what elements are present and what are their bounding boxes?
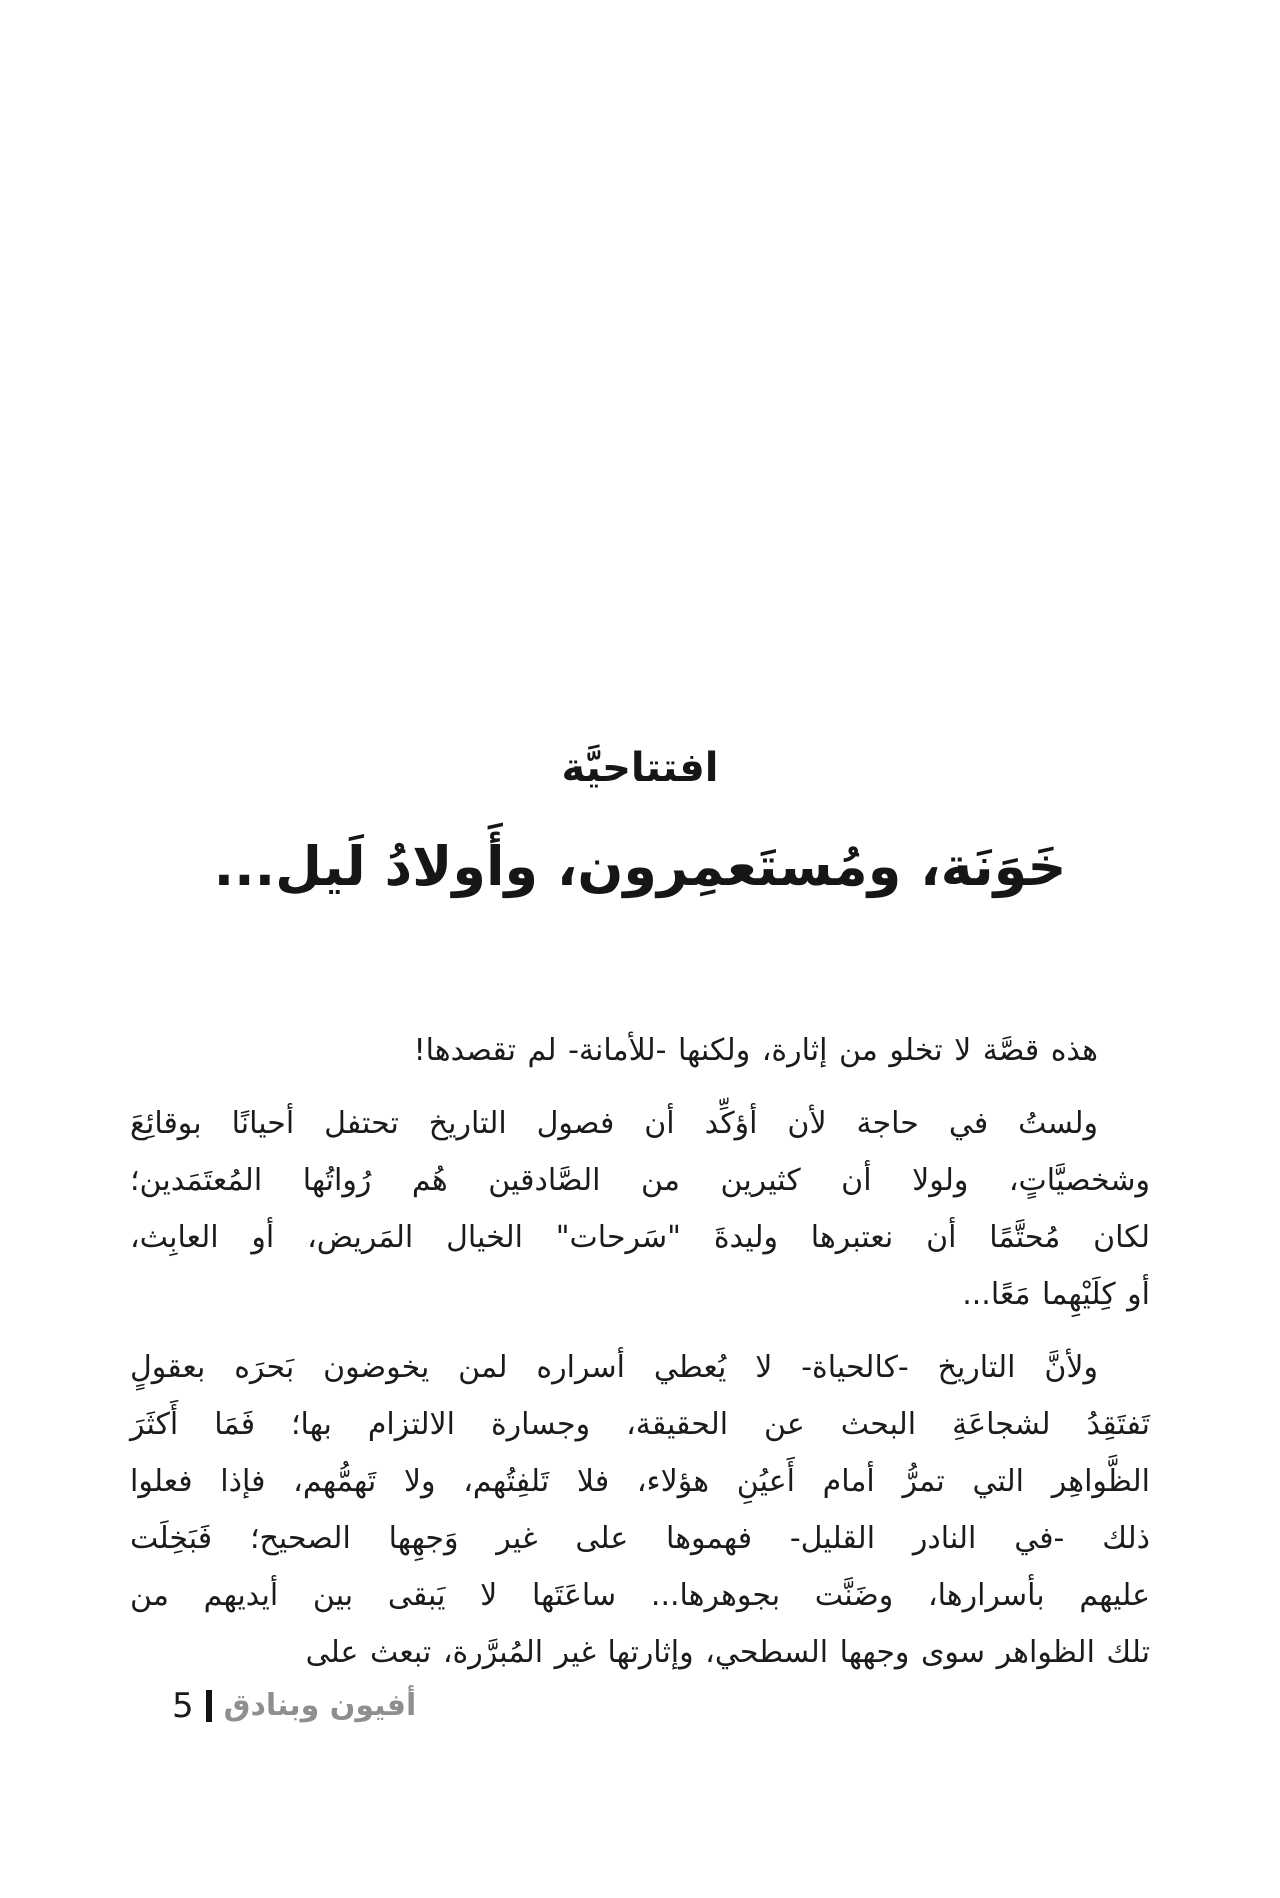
page-footer xyxy=(172,1686,416,1726)
chapter-title: خَوَنَة، ومُستَعمِرون، وأَولادُ لَيل... xyxy=(213,835,1067,898)
footer-separator-bar xyxy=(206,1690,212,1722)
text-line: وشخصيَّاتٍ، ولولا أن كثيرين من الصَّادقين هُم رُواتُها المُعتَمَدين؛ xyxy=(130,1163,1150,1198)
body-text xyxy=(130,1022,1150,1681)
text-line: لكان مُحتَّمًا أن نعتبرها وليدةَ "سَرحات" الخيال المَريض، أو العابِث، xyxy=(130,1220,1150,1255)
text-line: ذلك -في النادر القليل- فهموها على غير وَجهِها الصحيح؛ فَبَخِلَت xyxy=(130,1521,1150,1556)
section-kicker: افتتاحيَّة xyxy=(561,745,719,791)
paragraph xyxy=(130,1095,1150,1323)
footer-book-title: أفيون وبنادق xyxy=(223,1688,417,1723)
text-line: عليهم بأسرارها، وضَنَّت بجوهرها... ساعَتَها لا يَبقى بين أيديهم من xyxy=(130,1578,1150,1613)
text-line: تلك الظواهر سوى وجهها السطحي، وإثارتها غير المُبرَّرة، تبعث على xyxy=(305,1635,1150,1670)
text-line: أو كِلَيْهِما مَعًا... xyxy=(962,1277,1150,1312)
text-line: تَفتَقِدُ لشجاعَةِ البحث عن الحقيقة، وجسارة الالتزام بها؛ فَمَا أَكثَرَ xyxy=(130,1407,1150,1442)
text-line: ولأنَّ التاريخ -كالحياة- لا يُعطي أسراره لمن يخوضون بَحرَه بعقولٍ xyxy=(130,1350,1098,1385)
text-line: ولستُ في حاجة لأن أؤكِّد أن فصول التاريخ تحتفل أحيانًا بوقائِعَ xyxy=(130,1106,1098,1141)
text-line: الظَّواهِر التي تمرُّ أمام أَعيُنِ هؤلاء، فلا تَلفِتُهم، ولا تَهمُّهم، فإذا فعلوا xyxy=(130,1464,1150,1499)
paragraph xyxy=(130,1022,1150,1079)
text-line: هذه قصَّة لا تخلو من إثارة، ولكنها -للأمانة- لم تقصدها! xyxy=(413,1033,1098,1068)
footer-page-number: 5 xyxy=(172,1686,194,1726)
paragraph xyxy=(130,1339,1150,1681)
